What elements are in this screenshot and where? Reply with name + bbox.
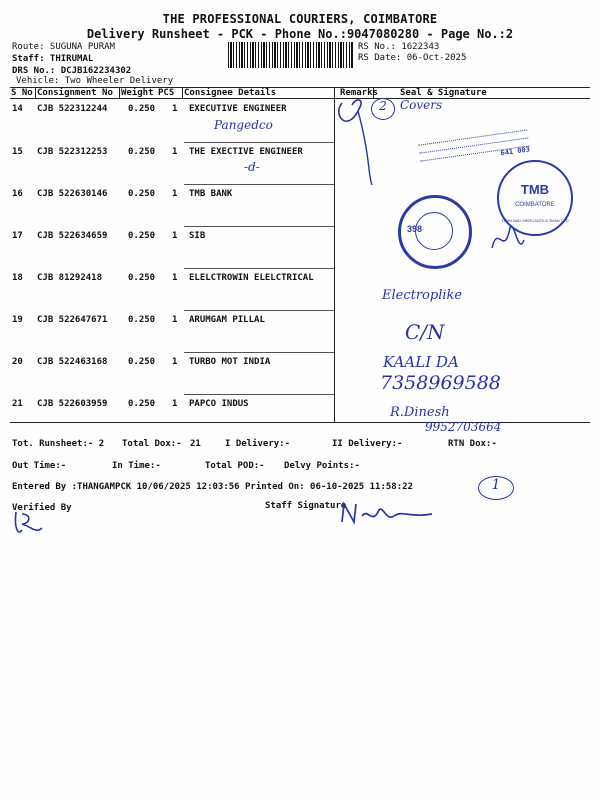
row-separator (184, 310, 334, 311)
company-title: THE PROFESSIONAL COURIERS, COIMBATORE (162, 12, 438, 26)
row-weight: 0.250 (128, 231, 156, 241)
row-consignment-no: CJB 522647671 (37, 315, 108, 325)
tmb-seal-city: COIMBATORE (515, 202, 555, 208)
col-header-remarks: Remarks (340, 88, 378, 98)
row-consignee: TURBO MOT INDIA (189, 357, 271, 367)
row-sno: 18 (12, 273, 23, 283)
row-pcs: 1 (172, 399, 178, 409)
route-label: Route: SUGUNA PURAM (12, 42, 115, 52)
row-separator (184, 226, 334, 227)
row-weight: 0.250 (128, 315, 156, 325)
col-header-pcs: PCS (158, 88, 175, 98)
row-weight: 0.250 (128, 357, 156, 367)
row-sno: 19 (12, 315, 23, 325)
col-header-weight: Weight (121, 88, 154, 98)
receiver-phone-row-20: 7358969588 (380, 372, 501, 394)
row-consignment-no: CJB 522312253 (37, 147, 108, 157)
i-delivery: I Delivery:- (225, 439, 291, 449)
remark-circled-number: 2 (371, 98, 395, 120)
page-mark: 1 (478, 476, 514, 500)
total-dox-value: 21 (190, 439, 201, 449)
printed-on: Printed On: 06-10-2025 11:58:22 (245, 482, 413, 492)
row-separator (184, 268, 334, 269)
receiver-name-row-21: R.Dinesh (390, 405, 450, 420)
verified-by-label: Verified By (12, 503, 72, 513)
col-divider (35, 87, 36, 98)
row-consignee: TMB BANK (189, 189, 233, 199)
out-time: Out Time:- (12, 461, 67, 471)
row-weight: 0.250 (128, 273, 156, 283)
row-pcs: 1 (172, 273, 178, 283)
row-pcs: 1 (172, 147, 178, 157)
col-header-consignment: Consignment No (37, 88, 113, 98)
signature-row-14: Pangedco (214, 118, 273, 132)
row-sno: 15 (12, 147, 23, 157)
staff-signature (338, 498, 438, 528)
row-separator (184, 394, 334, 395)
sib-bank-seal (398, 195, 472, 269)
vehicle-label: Vehicle: Two Wheeler Delivery (16, 76, 174, 86)
remark-note: Covers (400, 98, 443, 112)
row-consignee: SIB (189, 231, 206, 241)
rs-number: RS No.: 1622343 (358, 42, 440, 52)
tmb-seal-logo: TMB (520, 182, 550, 197)
row-consignment-no: CJB 522634659 (37, 231, 108, 241)
row-pcs: 1 (172, 357, 178, 367)
sib-seal-number: 398 (407, 224, 423, 234)
signature-row-18: Electroplike (382, 288, 463, 303)
row-pcs: 1 (172, 231, 178, 241)
staff-signature-label: Staff Signature (265, 501, 347, 511)
row-sno: 20 (12, 357, 23, 367)
entered-by: Entered By :THANGAMPCK 10/06/2025 12:03:56 (12, 482, 240, 492)
row-sno: 14 (12, 104, 23, 114)
row-separator (184, 352, 334, 353)
row-sno: 16 (12, 189, 23, 199)
row-weight: 0.250 (128, 147, 156, 157)
tot-runsheet: Tot. Runsheet:- 2 (12, 439, 105, 449)
row-consignee: PAPCO INDUS (189, 399, 249, 409)
in-time: In Time:- (112, 461, 161, 471)
row-weight: 0.250 (128, 104, 156, 114)
receiver-name-row-20: KAALI DA (383, 353, 459, 371)
row-weight: 0.250 (128, 189, 156, 199)
row-sno: 21 (12, 399, 23, 409)
row-consignee: ELELCTROWIN ELELCTRICAL (189, 273, 314, 283)
col-divider (119, 87, 120, 98)
tmb-seal-ring-text: TAMILNAD MERCANTILE BANK LTD (501, 218, 569, 223)
row-pcs: 1 (172, 315, 178, 325)
col-header-seal: Seal & Signature (400, 88, 487, 98)
handwritten-strokes (330, 95, 390, 190)
row-separator (184, 142, 334, 143)
row-consignment-no: CJB 522630146 (37, 189, 108, 199)
verifier-signature (10, 508, 50, 540)
row-consignment-no: CJB 522312244 (37, 104, 108, 114)
row-sno: 17 (12, 231, 23, 241)
row-consignment-no: CJB 81292418 (37, 273, 103, 283)
row-consignment-no: CJB 522603959 (37, 399, 108, 409)
row-consignee: ARUMGAM PILLAL (189, 315, 265, 325)
table-bottom-border (10, 422, 590, 423)
row-weight: 0.250 (128, 399, 156, 409)
signature-row-19: C/N (405, 320, 445, 344)
ii-delivery: II Delivery:- (332, 439, 403, 449)
col-divider (182, 87, 183, 98)
staff-label: Staff: THIRUMAL (12, 54, 94, 64)
delvy-points: Delvy Points:- (284, 461, 360, 471)
row-consignee: THE EXECTIVE ENGINEER (189, 147, 303, 157)
total-dox-label: Total Dox:- (122, 439, 182, 449)
runsheet-subtitle: Delivery Runsheet - PCK - Phone No.:9047080280 - Page No.:2 (86, 27, 514, 41)
header-bottom-border (10, 98, 590, 99)
row-consignment-no: CJB 522463168 (37, 357, 108, 367)
row-pcs: 1 (172, 189, 178, 199)
receiver-phone-row-21: 9952703664 (425, 420, 502, 434)
col-header-sno: S No (11, 88, 33, 98)
rs-date: RS Date: 06-Oct-2025 (358, 53, 467, 63)
signature-row-15: -d- (244, 160, 260, 174)
row-separator (184, 184, 334, 185)
row-consignee: EXECUTIVE ENGINEER (189, 104, 287, 114)
col-header-consignee: Consignee Details (184, 88, 277, 98)
rtn-dox: RTN Dox:- (448, 439, 497, 449)
total-pod: Total POD:- (205, 461, 265, 471)
seal-pincode: 641 003 (500, 145, 531, 158)
row-pcs: 1 (172, 104, 178, 114)
drs-label: DRS No.: DCJB162234302 (12, 66, 132, 76)
